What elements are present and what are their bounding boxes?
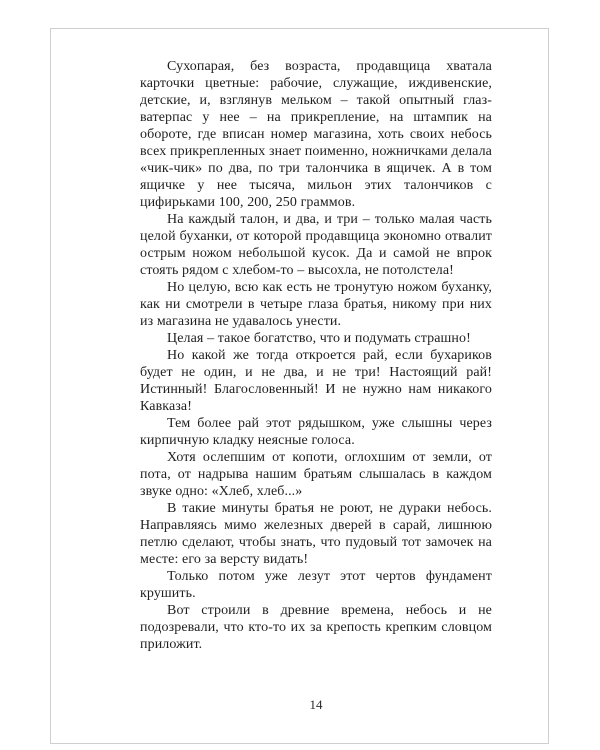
paragraph: Сухопарая, без возраста, продавщица хватала карточки цветные: рабочие, служащие, иждивенские, детские, и, взглянув мельком – такой опытный глаз-ватерпас у нее – на прикрепление, на штампик на обороте, где вписан номер магазина, хоть своих небось всех прикрепленных знает поименно, ножничками делала «чик-чик» по два, по три талончика в ящичек. А в том ящичке у нее тысяча, мильон этих талончиков с цифирьками 100, 200, 250 граммов. [140, 59, 492, 210]
paragraph: Но целую, всю как есть не тронутую ножом буханку, как ни смотрели в четыре глаза братья, никому при них из магазина не удавалось унести. [140, 280, 492, 329]
paragraph: В такие минуты братья не роют, не дураки небось. Направляясь мимо железных дверей в сарай, лишнюю петлю сделают, чтобы знать, что пудовый тот замочек на месте: его за версту видать! [140, 501, 492, 567]
paragraph: Но какой же тогда откроется рай, если бухариков будет не один, и не два, и не три! Настоящий рай! Истинный! Благословенный! И не нужно нам никакого Кавказа! [140, 348, 492, 414]
paragraph: Вот строили в древние времена, небось и не подозревали, что кто-то их за крепость крепким словцом приложит. [140, 603, 492, 652]
paragraph: Хотя ослепшим от копоти, оглохшим от земли, от пота, от надрыва нашим братьям слышалась в каждом звуке одно: «Хлеб, хлеб...» [140, 450, 492, 499]
book-text-block [140, 58, 492, 653]
page-number: 14 [309, 697, 323, 712]
paragraph: Тем более рай этот рядышком, уже слышны через кирпичную кладку неясные голоса. [140, 416, 492, 448]
paragraph: Целая – такое богатство, что и подумать страшно! [167, 331, 471, 346]
paragraph: Только потом уже лезут этот чертов фундамент крушить. [140, 569, 492, 601]
paragraph: На каждый талон, и два, и три – только малая часть целой буханки, от которой продавщица экономно отвалит острым ножом небольшой кусок. Да и самой не впрок стоять рядом с хлебом-то – высохла, не потолстела! [140, 212, 492, 278]
